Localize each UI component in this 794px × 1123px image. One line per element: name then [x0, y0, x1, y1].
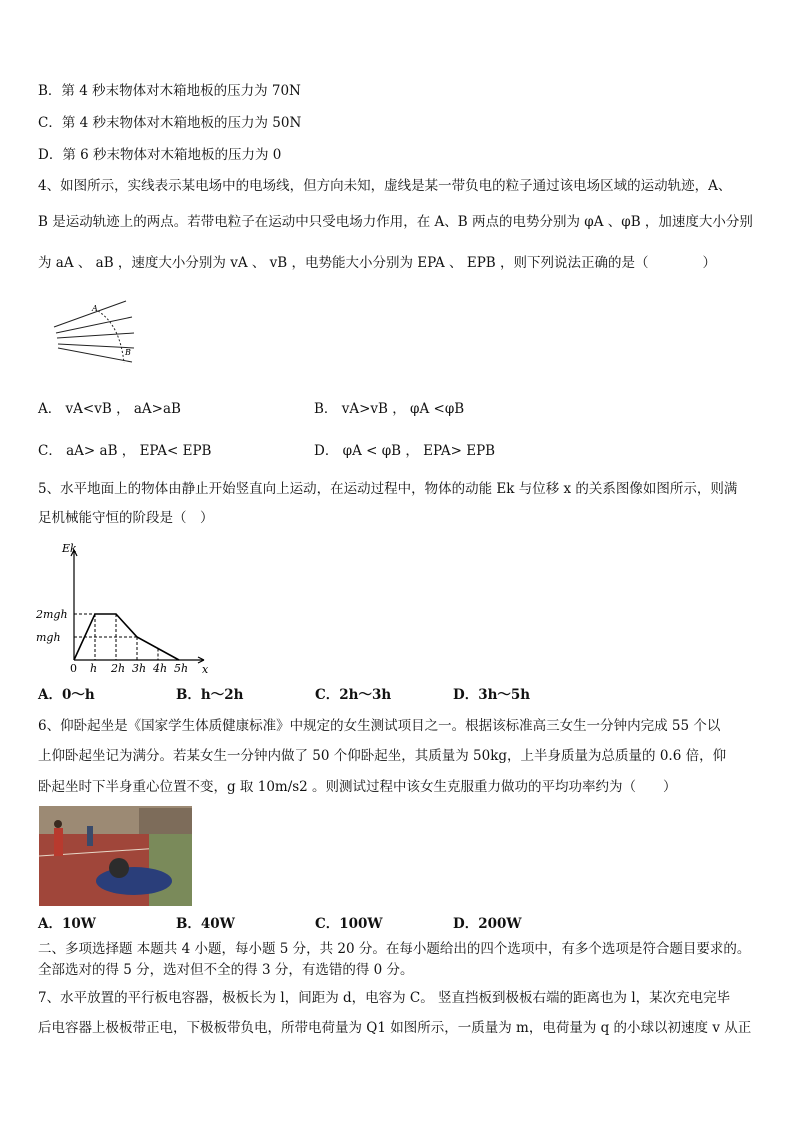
- field-line-2: [56, 317, 132, 333]
- situp-test-photo: [39, 806, 192, 906]
- photo-teacher: [87, 826, 93, 846]
- q6-option-a: A．10W: [38, 916, 96, 932]
- q5-stem-line2: 足机械能守恒的阶段是（ ）: [38, 510, 214, 526]
- q6-option-b: B．40W: [176, 916, 235, 932]
- point-a-label: A: [92, 304, 98, 313]
- q3-option-b: B．第 4 秒末物体对木箱地板的压力为 70N: [38, 83, 301, 99]
- q4-option-b: B． vA>vB ， φA <φB: [314, 401, 465, 417]
- q3-option-c: C．第 4 秒末物体对木箱地板的压力为 50N: [38, 115, 302, 131]
- photo-student-head: [109, 858, 129, 878]
- q5-option-a: A．0～h: [38, 687, 95, 703]
- q6-option-c: C．100W: [315, 916, 383, 932]
- q7-stem-line1: 7、水平放置的平行板电容器，极板长为 l，间距为 d，电容为 C。 竖直挡板到极板右端的距离也为 l，某次充电完毕: [38, 990, 731, 1006]
- q5-option-d: D．3h～5h: [453, 687, 531, 703]
- x-tick-label-3: 3h: [132, 662, 147, 673]
- photo-standing-person: [54, 828, 63, 856]
- photo-students: [96, 867, 172, 895]
- q4-option-c: C． aA> aB ， EPA< EPB: [38, 443, 212, 459]
- q6-stem-line1: 6、仰卧起坐是《国家学生体质健康标准》中规定的女生测试项目之一。根据该标准高三女生一分钟内完成 55 个以: [38, 718, 721, 734]
- particle-trajectory: [98, 311, 124, 363]
- section2-intro-line2: 全部选对的得 5 分，选对但不全的得 3 分，有选错的得 0 分。: [38, 962, 414, 978]
- q4-option-a: A． vA<vB ， aA>aB: [38, 401, 181, 417]
- q5-option-c: C．2h～3h: [315, 687, 392, 703]
- q4-stem-line2: B 是运动轨迹上的两点。若带电粒子在运动中只受电场力作用，在 A、B 两点的电势分别为 φA 、φB ，加速度大小分别: [38, 214, 753, 230]
- x-tick-label-2: 2h: [111, 662, 126, 673]
- y-tick-label-0: mgh: [36, 631, 61, 644]
- q6-stem-line3: 卧起坐时下半身重心位置不变，g 取 10m/s2 。则测试过程中该女生克服重力做功的平均功率约为（ ）: [38, 779, 677, 795]
- field-line-1: [54, 301, 126, 327]
- kinetic-energy-chart: [36, 538, 216, 673]
- x-tick-label-1: h: [90, 662, 98, 673]
- photo-stand: [139, 808, 192, 834]
- q5-option-b: B．h～2h: [176, 687, 244, 703]
- q4-stem-line1: 4、如图所示，实线表示某电场中的电场线，但方向未知，虚线是某一带负电的粒子通过该电场区域的运动轨迹，A、: [38, 178, 732, 194]
- q3-option-d: D．第 6 秒末物体对木箱地板的压力为 0: [38, 147, 282, 163]
- x-tick-label-4: 4h: [153, 662, 168, 673]
- x-tick-label-5: 5h: [174, 662, 189, 673]
- field-line-5: [58, 348, 132, 362]
- q4-option-d: D． φA < φB ， EPA> EPB: [314, 443, 496, 459]
- photo-person-head: [54, 820, 62, 828]
- electric-field-figure: [50, 295, 150, 367]
- x-tick-label-0: 0: [70, 662, 77, 673]
- q6-option-d: D．200W: [453, 916, 522, 932]
- field-line-3: [57, 333, 134, 338]
- y-tick-label-1: 2mgh: [36, 608, 68, 621]
- field-line-4: [58, 344, 134, 348]
- q5-stem-line1: 5、水平地面上的物体由静止开始竖直向上运动，在运动过程中，物体的动能 Ek 与位移 x 的关系图像如图所示，则满: [38, 481, 738, 497]
- q6-stem-line2: 上仰卧起坐记为满分。若某女生一分钟内做了 50 个仰卧起坐，其质量为 50kg，上半身质量为总质量的 0.6 倍，仰: [38, 748, 727, 764]
- q7-stem-line2: 后电容器上极板带正电，下极板带负电，所带电荷量为 Q1 如图所示，一质量为 m，电荷量为 q 的小球以初速度 v 从正: [38, 1020, 752, 1036]
- point-b-label: B: [125, 348, 131, 357]
- y-axis-label: Ek: [62, 542, 77, 555]
- section2-intro-line1: 二、多项选择题 本题共 4 小题，每小题 5 分，共 20 分。在每小题给出的四个选项中，有多个选项是符合题目要求的。: [38, 941, 751, 957]
- q4-stem-line3: 为 aA 、 aB ，速度大小分别为 vA 、 vB ，电势能大小分别为 EPA 、 EPB ，则下列说法正确的是（ ）: [38, 255, 716, 271]
- x-axis-label: x: [202, 663, 209, 673]
